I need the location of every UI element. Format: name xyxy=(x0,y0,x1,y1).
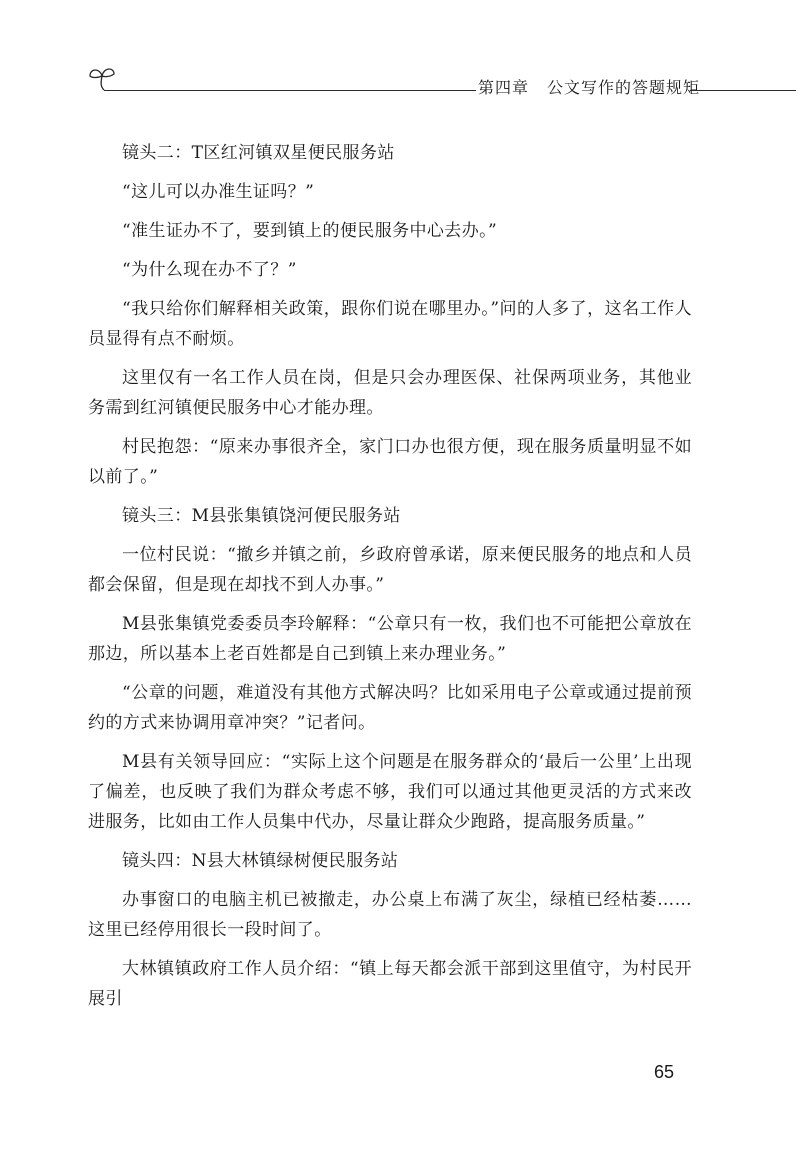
body-text xyxy=(88,138,692,1023)
paragraph: 镜头三：M县张集镇饶河便民服务站 xyxy=(122,506,401,526)
header-rule-right xyxy=(690,90,796,91)
paragraph: “准生证办不了，要到镇上的便民服务中心去办。” xyxy=(122,221,498,241)
paragraph: “公章的问题，难道没有其他方式解决吗？比如采用电子公章或通过提前预约的方式来协调用章冲突？”记者问。 xyxy=(88,683,692,733)
paragraph: 镜头四：N县大林镇绿树便民服务站 xyxy=(122,851,399,871)
paragraph: 大林镇镇政府工作人员介绍：“镇上每天都会派干部到这里值守，为村民开展引 xyxy=(88,959,692,1009)
paragraph: “这儿可以办准生证吗？” xyxy=(122,182,315,202)
sprout-icon xyxy=(86,64,126,96)
paragraph: M县张集镇党委委员李玲解释：“公章只有一枚，我们也不可能把公章放在那边，所以基本上老百姓都是自己到镇上来办理业务。” xyxy=(88,614,692,664)
chapter-title: 公文写作的答题规矩 xyxy=(547,78,701,97)
paragraph: M县有关领导回应：“实际上这个问题是在服务群众的‘最后一公里’上出现了偏差，也反映了我们为群众考虑不够，我们可以通过其他更灵活的方式来改进服务，比如由工作人员集中代办，尽量让群众少跑路，提高服务质量。” xyxy=(88,752,692,832)
paragraph: “为什么现在办不了？” xyxy=(122,260,297,280)
running-header xyxy=(86,64,796,100)
paragraph: 一位村民说：“撤乡并镇之前，乡政府曾承诺，原来便民服务的地点和人员都会保留，但是现在却找不到人办事。” xyxy=(88,545,692,595)
paragraph: 这里仅有一名工作人员在岗，但是只会办理医保、社保两项业务，其他业务需到红河镇便民服务中心才能办理。 xyxy=(88,368,692,418)
paragraph: 镜头二：T区红河镇双星便民服务站 xyxy=(122,143,395,163)
chapter-heading xyxy=(478,75,700,98)
paragraph: 办事窗口的电脑主机已被撤走，办公桌上布满了灰尘，绿植已经枯萎……这里已经停用很长一段时间了。 xyxy=(88,890,692,940)
chapter-label: 第四章 xyxy=(478,78,530,97)
paragraph: “我只给你们解释相关政策，跟你们说在哪里办。”问的人多了，这名工作人员显得有点不耐烦。 xyxy=(88,299,692,349)
paragraph: 村民抱怨：“原来办事很齐全，家门口办也很方便，现在服务质量明显不如以前了。” xyxy=(88,437,692,487)
page-number: 65 xyxy=(654,1062,675,1082)
header-rule-left xyxy=(104,90,476,91)
